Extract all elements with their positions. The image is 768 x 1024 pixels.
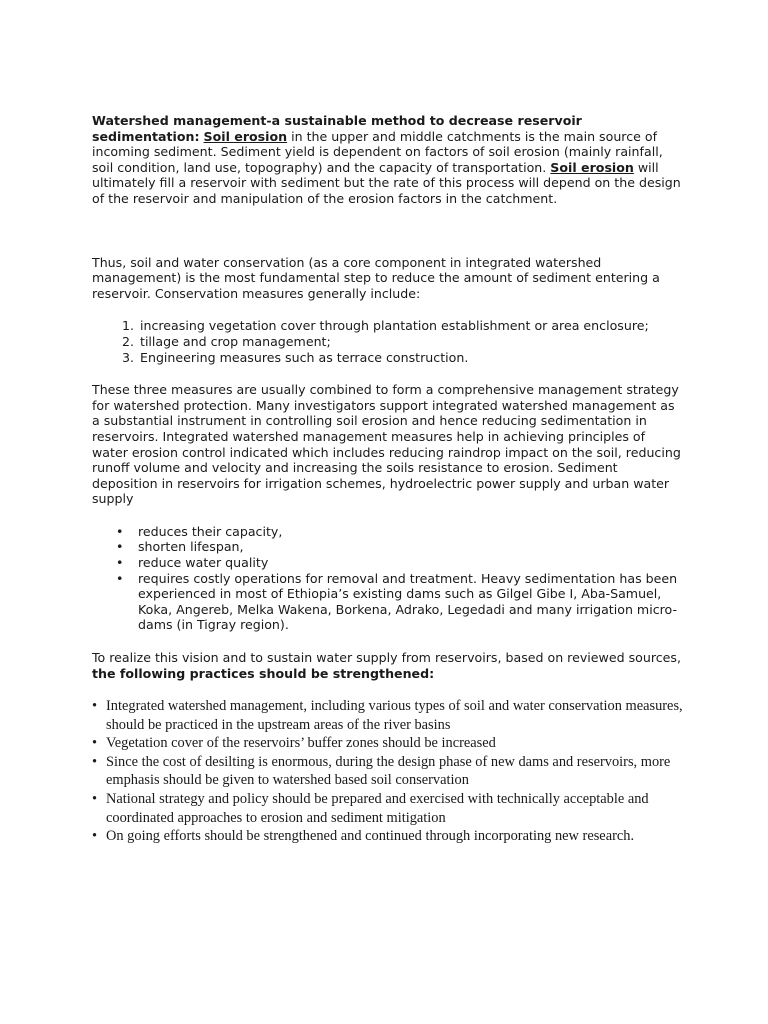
list-item: • reduces their capacity, — [138, 524, 684, 540]
vision-paragraph — [92, 650, 684, 681]
list-item: • shorten lifespan, — [138, 539, 684, 555]
list-item: 3. Engineering measures such as terrace construction. — [138, 350, 684, 366]
sedimentation-effects-list — [92, 524, 684, 633]
list-item: 2. tillage and crop management; — [138, 334, 684, 350]
recommended-practices-list — [92, 697, 684, 845]
intro-paragraph — [92, 113, 684, 207]
term-soil-erosion-2: Soil erosion — [550, 159, 634, 175]
term-soil-erosion: Soil erosion — [203, 128, 288, 144]
list-item: • Since the cost of desilting is enormous, during the design phase of new dams and reservoirs, more emphasis should be given to watershed based soil conservation — [106, 753, 684, 790]
vision-text: To realize this vision and to sustain water supply from reservoirs, based on reviewed sources, — [92, 650, 681, 666]
conservation-paragraph: Thus, soil and water conservation (as a core component in integrated watershed management) is the most fundamental step to reduce the amount of sediment entering a reservoir. Conservation measures generally include: — [92, 254, 660, 301]
conservation-measures-list — [92, 318, 684, 365]
list-item: • National strategy and policy should be prepared and exercised with technically acceptable and coordinated approaches to erosion and sediment mitigation — [106, 790, 684, 827]
list-item: • On going efforts should be strengthened and continued through incorporating new research. — [106, 827, 684, 845]
section-heading: Watershed management-a sustainable method to decrease reservoir sedimentation: — [92, 113, 582, 144]
document-page — [92, 113, 684, 846]
list-item: • Integrated watershed management, including various types of soil and water conservation measures, should be practiced in the upstream areas of the river basins — [106, 697, 684, 734]
strategy-paragraph: These three measures are usually combined to form a comprehensive management strategy for watershed protection. Many investigators support integrated watershed management as a substantial instrument in controlling soil erosion and hence reducing sedimentation in reservoirs. Integrated watershed management measures help in achieving principles of water erosion control indicated which includes reducing raindrop impact on the soil, reducing runoff volume and velocity and increasing the soils resistance to erosion. Sediment deposition in reservoirs for irrigation schemes, hydroelectric power supply and urban water supply — [92, 382, 681, 507]
vision-emphasis: the following practices should be strengthened: — [92, 665, 435, 681]
list-item: • requires costly operations for removal and treatment. Heavy sedimentation has been experienced in most of Ethiopia’s existing dams such as Gilgel Gibe I, Aba-Samuel, Koka, Angereb, Melka Wakena, Borkena, Adrako, Legedadi and many irrigation micro-dams (in Tigray region). — [138, 571, 684, 633]
list-item: • Vegetation cover of the reservoirs’ buffer zones should be increased — [106, 734, 684, 752]
list-item: 1. increasing vegetation cover through plantation establishment or area enclosure; — [138, 318, 684, 334]
list-item: • reduce water quality — [138, 555, 684, 571]
intro-text-2: will ultimately fill a reservoir with sediment but the rate of this process will depend on the design of the reservoir and manipulation of the erosion factors in the catchment. — [92, 159, 681, 206]
intro-text-1: in the upper and middle catchments is the main source of incoming sediment. Sediment yield is dependent on factors of soil erosion (mainly rainfall, soil condition, land use, topography) and the capacity of transportation. — [92, 128, 663, 175]
